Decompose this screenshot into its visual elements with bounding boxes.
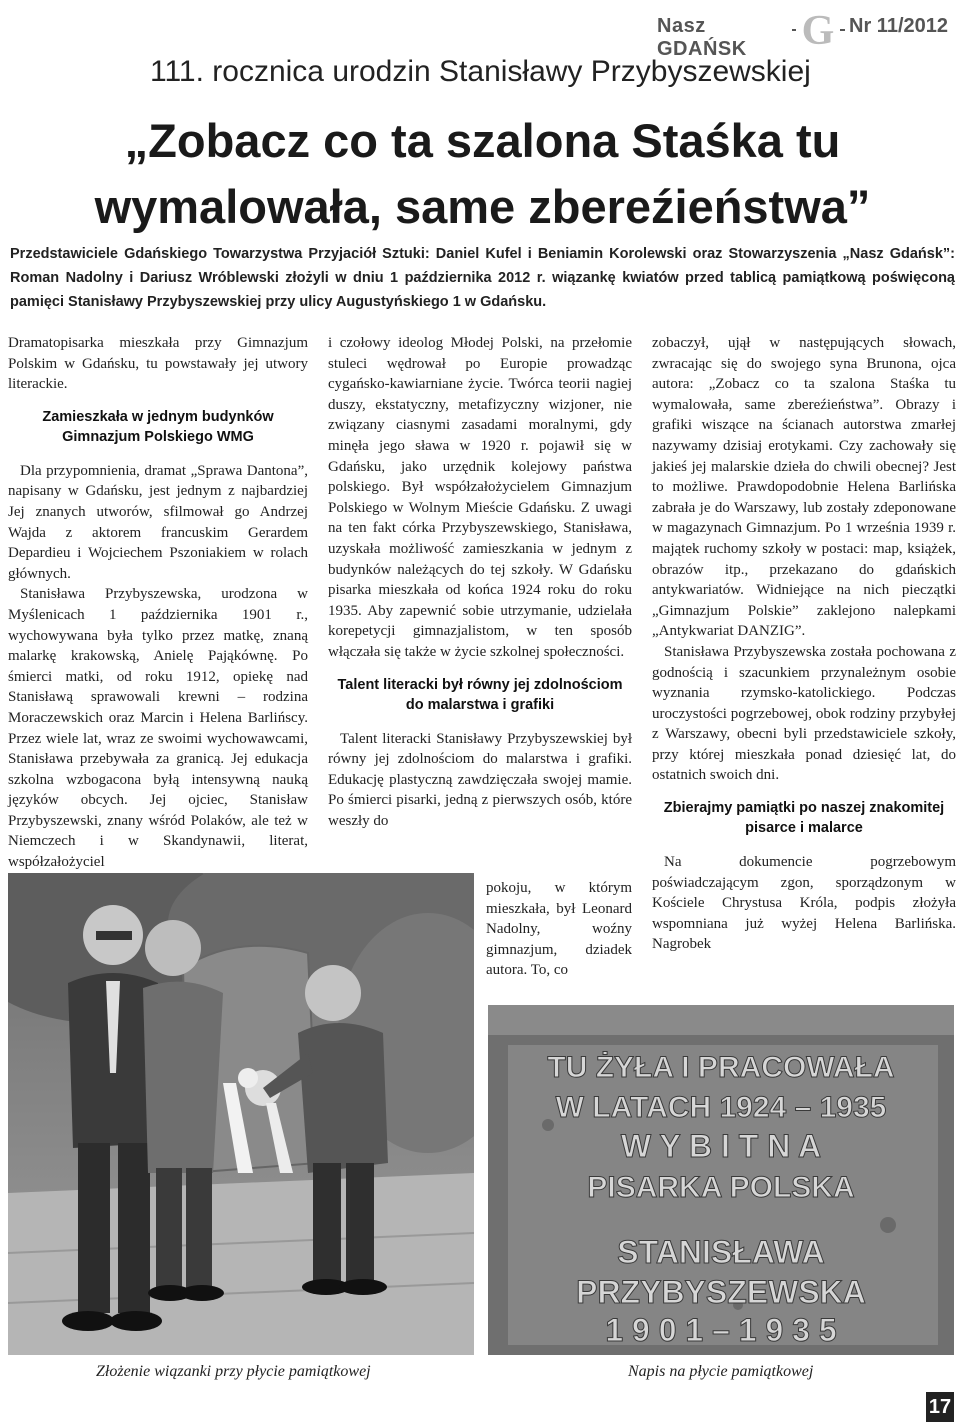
issue-number: Nr 11/2012 — [845, 15, 952, 38]
wreath-laying-photo — [8, 873, 474, 1355]
plaque-inscription-line: TU ŻYŁA I PRACOWAŁA — [547, 1051, 895, 1084]
paragraph: Talent literacki Stanisławy Przybyszewskiej był równy jej zdolnościom do malarstwa i grafiki. Edukację plastyczną zawdzięczała swojej mamie. Po śmierci pisarki, jedną z pierwszych osób, które weszły do — [328, 730, 632, 829]
paragraph: i czołowy ideolog Młodej Polski, na przełomie stuleci wędrował po Europie prowadząc cygańsko-kawiarniane życie. Twórca teorii nagiej duszy, ekstatyczny, metafizyczny wizjoner, nie związany ciasnymi zasadami moralnymi, gdy minęła jego sława w 1920 r. pojawił się w Gdańsku, jako urzędnik kolejowy państwa polskiego. Był współzałożycielem Gimnazjum Polskiego w Wolnym Mieście Gdańsku. Z uwagi na ten fakt córka Przybyszewskiego, Stanisława, uzyskała możliwość zamieszkania w jednym z budynków należących do tej szkoły. W Gdańsku pisarka mieszkała od końca 1924 roku do roku 1935. Aby zapewnić sobie utrzymanie, udzielała korepetycji gimnazjalistom, w ten sposób włączała się także w życie szkolnej społeczności. — [328, 335, 632, 660]
paragraph: zobaczył, ujął w następujących słowach, zwracając się do swojego syna Brunona, ojca autora: „Zobacz co ta szalona Staśka tu wymalowała, same zbereźieństwa”. Obrazy i grafiki wiszące na ścianach autorstwa zmarłej nazywamy dzisiaj erotykami. Czy zachowały się jakieś jej malarskie dzieła do chwili obecnej? Jest to możliwe. Prawdopodobnie Helena Barlińska zabrała je do Warszawy, lub zostały zdeponowane w magazynach Gimnazjum. Po 1 września 1939 r. majątek ruchomy szkoły w postaci: map, książek, obrazów itp., przekazano do gdańskich antykwariatów. Widniejące na nich pieczątki „Gimnazjum Polskie” zaklejono nalepkami „Antykwariat DANZIG”. — [652, 335, 956, 640]
paragraph: Stanisława Przybyszewska, urodzona w Myślenicach 1 października 1901 r., wychowywana była tylko przez matkę, znaną malarkę krakowską, Anielę Pająkównę. Po śmierci matki, od roku 1912, opiekę nad Stanisławą sprawowali krewni – rodzina Moraczewskich oraz Marcin i Helena Barlińscy. Przez wiele lat, wraz ze swoimi wychowawcami, Stanisława przebywała za granicą. Jej edukacja szkolna wzbogacona byłą intensywną nauką języków obcych. Jej ojciec, Stanisław Przybyszewski, znany wśród Polaków, ale też w Niemczech i w Skandynawii, literat, współzałożyciel — [8, 586, 308, 871]
paragraph: Na dokumencie pogrzebowym poświadczającym zgon, sporządzonym w Kościele Chrystusa Króla, podpis złożyła wspomniana już wyżej Helena Barlińska. Nagrobek — [652, 854, 956, 953]
plaque-illustration — [488, 1005, 954, 1355]
plaque-inscription-line: PRZYBYSZEWSKA — [576, 1274, 866, 1310]
plaque-inscription-line: W LATACH 1924 – 1935 — [555, 1091, 887, 1124]
plaque-inscription-line: STANISŁAWA — [617, 1234, 825, 1270]
plaque-inscription-line: 1 9 0 1 – 1 9 3 5 — [605, 1312, 837, 1348]
column-2-continuation: pokoju, w którym mieszkała, był Leonard Nadolny, woźny gimnazjum, dziadek autora. To, co — [486, 880, 632, 979]
paragraph: Dla przypomnienia, dramat „Sprawa Dantona”, napisany w Gdańsku, jest jednym z najbardziej Jej znanych utworów, sfilmował go Andrzej Wajda z aktorem francuskim Gerardem Depardieu i Wojciechem Pszoniakiem w rolach głównych. — [8, 462, 308, 582]
right-photo-caption: Napis na płycie pamiątkowej — [628, 1363, 814, 1380]
svg-text:G: G — [801, 8, 835, 48]
column-2 — [328, 333, 632, 831]
plaque-inscription-line: W Y B I T N A — [620, 1128, 822, 1164]
article-lead: Przedstawiciele Gdańskiego Towarzystwa Przyjaciół Sztuki: Daniel Kufel i Beniamin Korolewski oraz Stowarzyszenia „Nasz Gdańsk”: Roman Nadolny i Dariusz Wróblewski złożyli w dniu 1 października 2012 r. wiązankę kwiatów przed tablicą pamiątkową poświęconą pamięci Stanisławy Przybyszewskiej przy ulicy Augustyńskiego 1 w Gdańsku. — [10, 246, 955, 310]
article-headline: „Zobacz co ta szalona Staśka tu wymalowała, same zbereźieństwa” — [94, 114, 871, 233]
plaque-photo — [488, 1005, 954, 1355]
article-supertitle: 111. rocznica urodzin Stanisławy Przybyszewskiej — [150, 55, 811, 88]
column-3 — [652, 333, 956, 955]
paragraph: Stanisława Przybyszewska została pochowana z godnością i szacunkiem przynależnym osobie wyznania rzymsko-katolickiego. Podczas uroczystości pogrzebowej, obok rodziny przybyłej z Warszawy, obecni byli przedstawiciele szkoły, przy której mieszkała ponad dziesięć lat, do ostatnich swoich dni. — [652, 643, 956, 784]
plaque-inscription-line: PISARKA POLSKA — [587, 1171, 855, 1204]
page-number: 17 — [926, 1392, 954, 1422]
column-1-intro: Dramatopisarka mieszkała przy Gimnazjum Polskim w Gdańsku, tu powstawały jej utwory literackie. — [8, 335, 308, 393]
subheading-2: Talent literacki był równy jej zdolnościom do malarstwa i grafiki — [337, 676, 623, 713]
subheading-1: Zamieszkała w jednym budynków Gimnazjum Polskiego WMG — [42, 408, 274, 445]
subheading-3: Zbierajmy pamiątki po naszej znakomitej pisarce i malarce — [663, 800, 945, 837]
column-1 — [8, 333, 308, 873]
masthead — [652, 8, 952, 60]
publication-name: Nasz GDAŃSK — [652, 15, 792, 61]
wreath-laying-illustration — [8, 873, 474, 1355]
left-photo-caption: Złożenie wiązanki przy płycie pamiątkowej — [96, 1363, 371, 1380]
g-logo-icon — [796, 8, 840, 48]
